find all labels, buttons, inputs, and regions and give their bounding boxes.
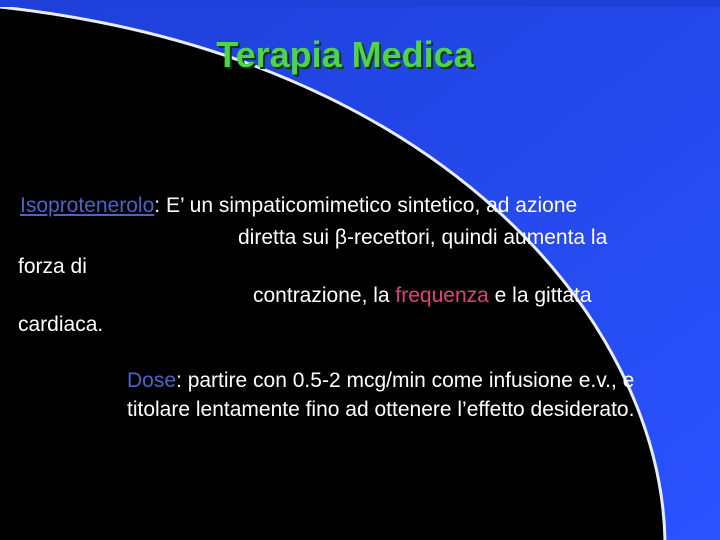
paragraph1-line4	[253, 284, 592, 308]
paragraph1-line2: diretta sui β-recettori, quindi aumenta la	[238, 226, 608, 249]
paragraph1-line1-text: E’ un simpaticomimetico sintetico, ad azione	[160, 194, 578, 217]
paragraph1-line1	[20, 194, 577, 218]
paragraph1-line5: cardiaca.	[18, 313, 104, 336]
frequenza-highlight: frequenza	[395, 284, 489, 307]
paragraph1-line3: forza di	[18, 255, 87, 278]
dose-paragraph	[127, 366, 667, 424]
drug-name: Isoprotenerolo	[20, 194, 155, 217]
drug-colon: :	[154, 194, 161, 217]
paragraph1-line4-start: contrazione, la	[253, 284, 396, 307]
dose-text: : partire con 0.5-2 mcg/min come infusione e.v., e titolare lentamente fino ad ottenere l’effetto desiderato.	[127, 369, 635, 421]
slide-title: Terapia Medica	[216, 34, 474, 75]
paragraph1-line4-end: e la gittata	[488, 284, 592, 307]
dose-label: Dose	[127, 369, 177, 392]
corner-fill	[0, 0, 720, 7]
